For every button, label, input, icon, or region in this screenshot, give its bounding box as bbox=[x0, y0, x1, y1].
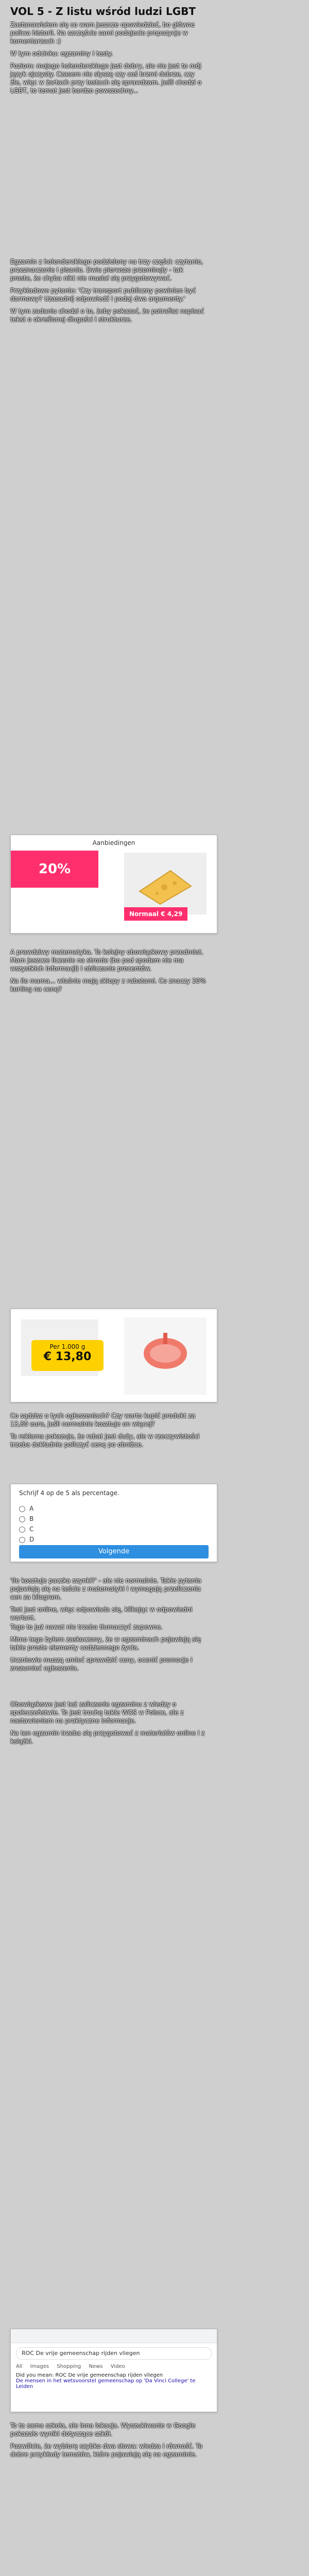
paragraph: Poziom: mojego holenderskiego jest dobry, ale nie jest to mój język ojczysty. Czasem nie słyszę czy coś brzmi dobrze, czy źle, więc w żartach przy testach się sprawdzam. Jeśli chodzi o LGBT, to temat jest bardzo powszechny... bbox=[10, 62, 202, 94]
paragraph: A prawdziwy matematyka. To kolejny obowiązkowy przedmiot. Mam jeszcze liczenie na stronie (bo pod spodem nie ma wszystkich informacji) i obliczanie procentów. bbox=[10, 948, 203, 972]
tab-shopping[interactable]: Shopping bbox=[57, 2364, 81, 2369]
text-block-4 bbox=[10, 1577, 206, 1626]
paragraph: Tego to już nawet nie trzeba tłumaczyć zapewne. bbox=[10, 1623, 163, 1631]
search-query[interactable]: ROC De vrije gemeenschap rijden vliegen bbox=[16, 2347, 212, 2360]
meat-icon bbox=[134, 1317, 196, 1379]
search-tabs bbox=[11, 2364, 217, 2369]
paragraph: Zastanawiałem się co wam jeszcze opowiedzieć, bo główne paliwa historii. Na szczęście sami podajecie propozycje w komentarzach :) bbox=[10, 21, 195, 45]
ad-header: Aanbiedingen bbox=[92, 839, 135, 846]
option-c[interactable] bbox=[19, 1526, 209, 1533]
option-b[interactable] bbox=[19, 1515, 209, 1522]
paragraph: Uczniowie muszą umieć sprawdzić ceny, ocenić promocje i zrozumieć ogłoszenia. bbox=[10, 1656, 193, 1672]
paragraph: 'Ile kosztuje paczka szynki?' - ale nie normalnie. Takie pytania pojawiają się na teście z matematyki i wymagają przeliczenia cen za kilogram. bbox=[10, 1577, 201, 1601]
price-value: € 13,80 bbox=[43, 1350, 92, 1363]
cheese-icon bbox=[134, 860, 196, 907]
price-card bbox=[21, 1319, 98, 1376]
option-d[interactable] bbox=[19, 1536, 209, 1543]
paragraph: Pozwólcie, że wybiorę szybko dwa słowa: wiedza i równość. To dobre przykłady tematów, które pojawiają się na egzaminie. bbox=[10, 2443, 202, 2458]
text-block-2 bbox=[10, 948, 206, 997]
paragraph: Egzamin z holenderskiego podzielony na trzy części: czytanie, przeznaczenie i pisanie. Dwie pierwsze przeminęły - tak proste, że chyba nikt nie musiał się przygotowywać. bbox=[10, 258, 203, 282]
ad-screenshot-1 bbox=[10, 835, 217, 934]
option-a[interactable] bbox=[19, 1505, 209, 1512]
option-label: C bbox=[29, 1526, 34, 1533]
paragraph: W tym zadaniu chodzi o to, żeby pokazać, że potrafisz napisać tekst o określonej długości i strukturze. bbox=[10, 308, 204, 323]
paragraph: W tym odcinku: egzaminy i testy. bbox=[10, 50, 113, 57]
price-label: Per 1.000 g bbox=[49, 1343, 85, 1350]
radio-icon[interactable] bbox=[19, 1506, 25, 1512]
paragraph: Obowiązkowe jest też zaliczenie egzaminu z wiedzy o społeczeństwie. To jest trochę takie WOS w Polsce, ale z nastawieniem na praktyczne informacje. bbox=[10, 1701, 184, 1724]
text-block-3 bbox=[10, 1412, 206, 1453]
paragraph: Na ile mama... właśnie mają sklepy z rabatami. Co znaczy 20% korting na cenę? bbox=[10, 977, 206, 993]
option-label: D bbox=[29, 1536, 35, 1543]
product-image bbox=[124, 853, 207, 914]
option-label: B bbox=[29, 1515, 34, 1522]
tab-images[interactable]: Images bbox=[30, 2364, 49, 2369]
text-block-7 bbox=[10, 2421, 206, 2463]
paragraph: Test jest online, więc odpowiada się, klikając w odpowiedni wariant. bbox=[10, 1606, 193, 1621]
result-link[interactable]: De mensen in het wetsvoorstel gemeenschap op 'Da Vinci College' te Leiden bbox=[16, 2378, 196, 2389]
discount-banner: 20% korting bbox=[11, 851, 98, 888]
paragraph: Przykładowe pytanie: 'Czy transport publiczny powinien być darmowy? Uzasadnij odpowiedź i podaj dwa argumenty.' bbox=[10, 287, 196, 302]
paragraph: Na ten egzamin trzeba się przygotować z materiałów online i z książki. bbox=[10, 1730, 205, 1745]
radio-icon[interactable] bbox=[19, 1537, 25, 1543]
paragraph: To ta sama szkoła, ale inna lokacja. Wyszukiwanie w Google pokazało wyniki dotyczące szkół. bbox=[10, 2422, 196, 2437]
ad-screenshot-2 bbox=[10, 1309, 217, 1402]
tab-video[interactable]: Video bbox=[110, 2364, 125, 2369]
radio-icon[interactable] bbox=[19, 1516, 25, 1522]
result-text: Did you mean: ROC De vrije gemeenschap rijden vliegen bbox=[16, 2372, 163, 2378]
question-text: Schrijf 4 op de 5 als percentage. bbox=[19, 1489, 119, 1497]
test-question bbox=[10, 1484, 217, 1562]
option-label: A bbox=[29, 1505, 34, 1512]
product-image bbox=[124, 1317, 207, 1395]
text-block-6 bbox=[10, 1700, 206, 1750]
tab-news[interactable]: News bbox=[89, 2364, 103, 2369]
browser-bar bbox=[11, 2329, 217, 2343]
paragraph: Co sądzisz o tych ogłoszeniach? Czy warto kupić produkt za 13,80 euro, jeśli normalnie kosztuje on więcej? bbox=[10, 1412, 196, 1428]
text-block-0 bbox=[10, 21, 206, 99]
text-block-1 bbox=[10, 258, 206, 328]
search-result bbox=[11, 2369, 217, 2393]
paragraph: Ta reklama pokazuje, że rabat jest duży, ale w rzeczywistości trzeba dokładnie policzyć cenę po obniżce. bbox=[10, 1433, 200, 1448]
radio-icon[interactable] bbox=[19, 1527, 25, 1533]
page-title: VOL 5 - Z listu wśród ludzi LGBT bbox=[10, 5, 196, 18]
text-block-5 bbox=[10, 1623, 206, 1676]
search-screenshot bbox=[10, 2329, 217, 2412]
tab-all[interactable]: All bbox=[16, 2364, 23, 2369]
next-button[interactable]: Volgende bbox=[19, 1545, 209, 1558]
paragraph: Mimo tego byłem zaskoczony, że w egzaminach pojawiają się takie proste elementy codziennego życia. bbox=[10, 1636, 201, 1651]
price-tag: Normaal € 4,29 bbox=[124, 907, 187, 921]
price-box bbox=[31, 1340, 104, 1371]
